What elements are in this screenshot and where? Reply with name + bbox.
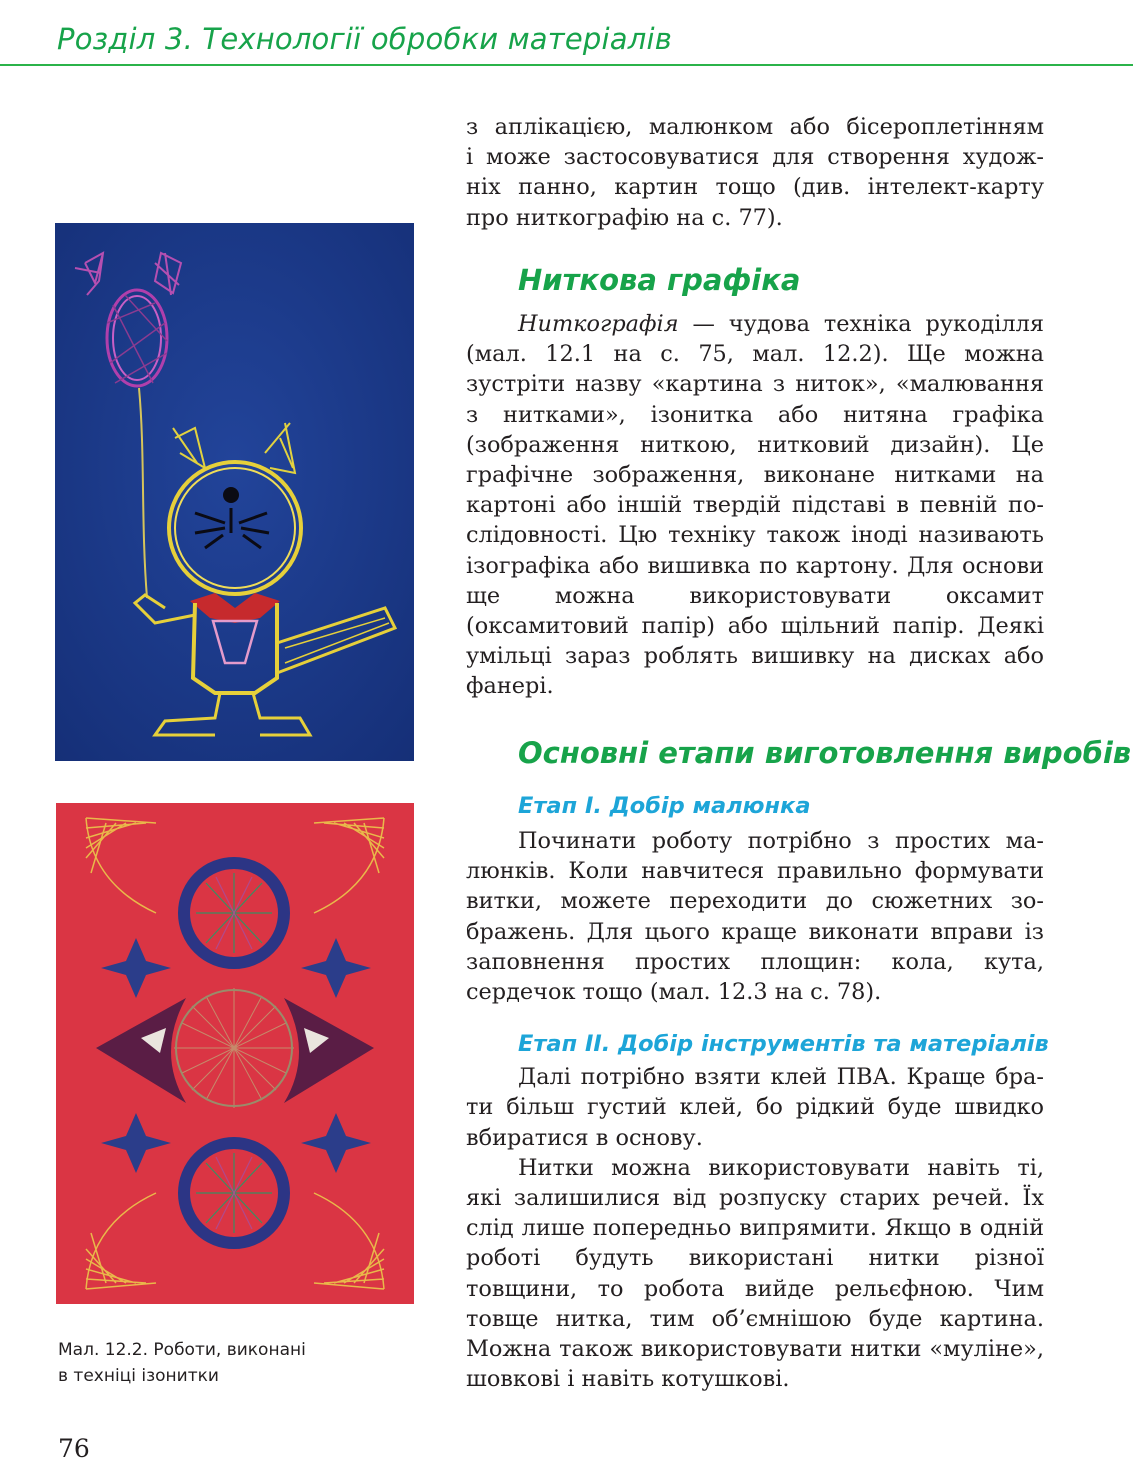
term-nitkografia: Ниткографія (518, 311, 679, 337)
stage-1-paragraph: Починати роботу потрібно з простих малюнків. Коли навчитеся правильно формувати витки, можете переходити до сюжетних зображень. Для цього краще виконати вправи із заповнення простих площин: кола, кута, сердечок тощо (мал. 12.3 на с. 78). (466, 828, 1044, 1006)
figure-caption (58, 1337, 398, 1389)
intro-paragraph (466, 112, 1044, 233)
intro-line-1: з аплікацією, малюнком або бісероплетінням (466, 114, 1044, 140)
section-thread-graphics (466, 262, 1044, 702)
intro-line-2: і може застосовуватися для створення худож- (466, 144, 1044, 171)
stage-2-title: Етап II. Добір інструментів та матеріалів (518, 1031, 1049, 1058)
stage-1-title: Етап I. Добір малюнка (518, 793, 811, 819)
section-stages (466, 735, 1132, 1394)
header-rule (0, 64, 1133, 66)
caption-text-1: Роботи, виконані (153, 1340, 306, 1360)
page-number: 76 (58, 1434, 90, 1463)
page-header (0, 0, 1133, 70)
stage-2-paragraph-1: Далі потрібно взяти клей ПВА. Краще брати більш густий клей, бо рідкий буде швидко вбиратися в основу. (466, 1064, 1044, 1151)
caption-line-1 (58, 1337, 398, 1363)
intro-line-4: про ниткографію на с. 77). (466, 204, 783, 231)
section-heading-stages: Основні етапи виготовлення виробів (518, 736, 1132, 770)
photo-string-art-geometric (56, 803, 414, 1304)
chapter-title: Розділ 3. Технології обробки матеріалів (57, 22, 673, 56)
stage-2-paragraph-2: Нитки можна використовувати навіть ті, які залишилися від розпуску старих речей. Їх слід лише попередньо випрямити. Якщо в одній роботі будуть використані нитки різної товщини, то робота вийде рельєфною. Чим товще нитка, тим об’ємнішою буде картина. Можна також використовувати нитки «муліне», шовкові і навіть котушкові. (466, 1154, 1044, 1393)
caption-text-2: в техніці ізонитки (58, 1366, 219, 1386)
intro-line-3: ніх панно, картин тощо (див. інтелект-карту (466, 174, 1044, 201)
section-heading-thread-graphics: Ниткова графіка (518, 263, 801, 297)
thread-graphics-paragraph (466, 309, 1044, 702)
caption-label: Мал. 12.2. (58, 1340, 149, 1360)
thread-graphics-text: — чудова техніка рукоділля (мал. 12.1 на с. 75, мал. 12.2). Ще можна зустріти назву «картина з ниток», «малювання з нитками», ізонитка або нитяна графіка (зображення ниткою, нитковий дизайн). Це графічне зображення, виконане нитками на картоні або іншій твердій підставі в певній послідовності. Цю техніку також іноді називають ізографіка або вишивка по картону. Для основи ще можна використовувати оксамит (оксамитовий папір) або щільний папір. Деякі умільці зараз роблять вишивку на дисках або фанері. (466, 311, 1044, 700)
photo-string-art-cat (55, 223, 414, 761)
